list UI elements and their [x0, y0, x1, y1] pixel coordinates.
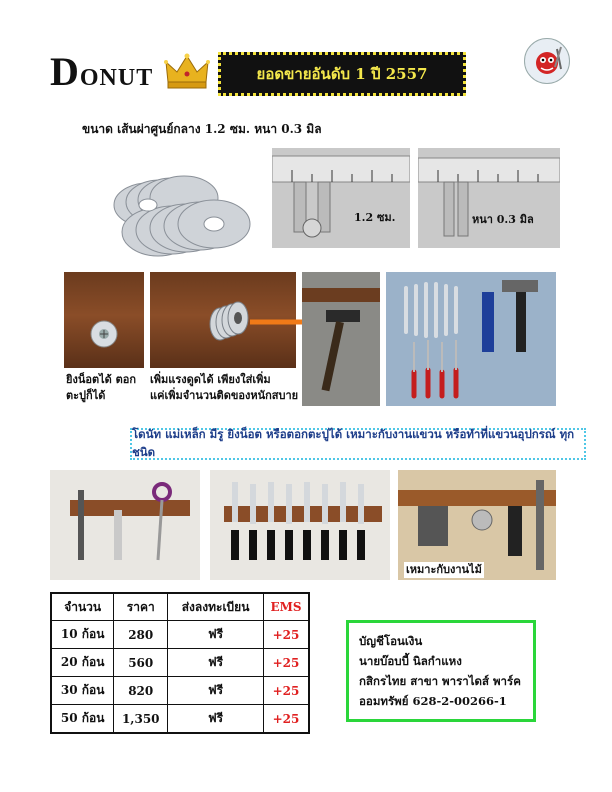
table-row: 30 ก้อน 820 ฟรี +25: [51, 677, 309, 705]
col-price: ราคา: [114, 593, 168, 621]
thickness-label: หนา 0.3 มิล: [472, 213, 534, 226]
table-header-row: [51, 593, 309, 621]
diameter-label: 1.2 ซม.: [354, 211, 396, 224]
knife-rack-icon: [210, 470, 390, 580]
bank-account-name: นายบ๊อบบี้ นิลกำแหง: [359, 654, 462, 668]
magnet-screwed-photo: [64, 272, 144, 368]
table-row: 20 ก้อน 560 ฟรี +25: [51, 649, 309, 677]
caption-stack: เพิ่มแรงดูดได้ เพียงใส่เพิ่ม แค่เพิ่มจำนวนติดของหนักสบาย: [150, 373, 299, 402]
caption-screw: ยิงน็อตได้ ตอก ตะปูก็ได้: [66, 373, 137, 402]
scissors-rack-photo: [50, 470, 200, 580]
hammer-hanging-photo: [302, 272, 380, 406]
bank-account-number: ออมทรัพย์ 628-2-00266-1: [359, 694, 507, 708]
brand-rest: ONUT: [79, 65, 154, 91]
caliper-thickness-photo: [418, 148, 560, 248]
scissors-rack-icon: [50, 470, 200, 580]
best-seller-banner: [218, 52, 466, 96]
tools-pegboard-photo: [386, 272, 556, 406]
col-ems: EMS: [263, 593, 309, 621]
magnets-stack-photo: [88, 160, 258, 270]
brand-title: [50, 48, 153, 95]
bank-transfer-box: [346, 620, 536, 722]
hammer-icon: [302, 272, 380, 406]
crown-icon: [164, 52, 210, 92]
tools-icon: [386, 272, 556, 406]
brand-initial: D: [50, 49, 80, 94]
caliper-icon: [272, 148, 410, 248]
size-description: ขนาด เส้นผ่าศูนย์กลาง 1.2 ซม. หนา 0.3 มิล: [82, 122, 322, 136]
bank-title: บัญชีโอนเงิน: [359, 634, 423, 648]
table-row: 50 ก้อน 1,350 ฟรี +25: [51, 705, 309, 734]
table-row: 10 ก้อน 280 ฟรี +25: [51, 621, 309, 649]
price-table: [50, 592, 310, 734]
col-registered-mail: ส่งลงทะเบียน: [168, 593, 264, 621]
banner-text: ยอดขายอันดับ 1 ปี 2557: [256, 65, 428, 83]
mascot-logo: [524, 38, 570, 84]
mascot-icon: [525, 39, 569, 83]
bank-branch: กสิกรไทย สาขา พาราไดส์ พาร์ค: [359, 674, 521, 688]
col-quantity: จำนวน: [51, 593, 114, 621]
caliper-icon: [418, 148, 560, 248]
usage-notice: [130, 428, 586, 460]
caption-woodwork: เหมาะกับงานไม้: [406, 563, 482, 576]
caliper-diameter-photo: [272, 148, 410, 248]
magnet-rings-icon: [88, 160, 258, 270]
screw-magnet-icon: [64, 272, 144, 368]
knife-rack-photo: [210, 470, 390, 580]
notice-text: โดนัท แม่เหล็ก มีรู ยิงน็อต หรือตอกตะปูได้ เหมาะกับงานแขวน หรือทำที่แขวนอุปกรณ์ ทุกชนิด: [132, 427, 575, 459]
